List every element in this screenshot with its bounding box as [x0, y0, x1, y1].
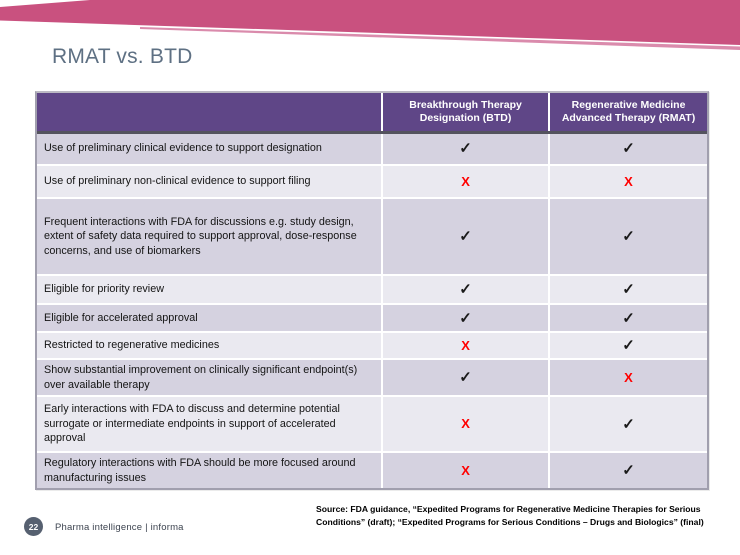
rmat-mark-cell — [549, 452, 707, 488]
btd-mark-cell — [382, 165, 549, 198]
btd-mark-cell — [382, 132, 549, 165]
table-row — [37, 452, 707, 488]
rmat-mark-cell — [549, 332, 707, 359]
source-line-1: Source: FDA guidance, “Expedited Programs for Regenerative Medicine Therapies for Serious — [316, 504, 701, 514]
rmat-mark-cell — [549, 275, 707, 304]
table-row — [37, 132, 707, 165]
btd-mark-cell — [382, 332, 549, 359]
rmat-mark-cell — [549, 359, 707, 396]
page-title: RMAT vs. BTD — [52, 45, 193, 68]
check-icon: ✓ — [459, 369, 472, 387]
table-row — [37, 165, 707, 198]
check-icon: ✓ — [459, 281, 472, 298]
btd-mark-cell — [382, 198, 549, 275]
check-icon: ✓ — [622, 281, 635, 298]
check-icon: ✓ — [622, 462, 635, 480]
banner-main-shape — [0, 0, 740, 45]
cross-icon: X — [461, 462, 470, 478]
table-row — [37, 198, 707, 275]
check-icon: ✓ — [459, 309, 472, 327]
row-label: Eligible for accelerated approval — [37, 304, 382, 332]
row-label: Early interactions with FDA to discuss and determine potential surrogate or intermediate endpoints in support of accelerated approval — [37, 396, 382, 452]
rmat-mark-cell — [549, 165, 707, 198]
row-label: Frequent interactions with FDA for discussions e.g. study design, extent of safety data required to support approval, dose-response concerns, and use of biomarkers — [37, 198, 382, 275]
row-label: Use of preliminary non-clinical evidence to support filing — [37, 165, 382, 198]
table-row — [37, 396, 707, 452]
cross-icon: X — [624, 173, 633, 189]
row-label: Use of preliminary clinical evidence to support designation — [37, 132, 382, 165]
table-row — [37, 359, 707, 396]
btd-mark-cell — [382, 304, 549, 332]
cross-icon: X — [461, 337, 470, 353]
rmat-mark-cell — [549, 304, 707, 332]
comparison-table — [35, 91, 709, 490]
btd-mark-cell — [382, 452, 549, 488]
table-row — [37, 275, 707, 304]
cross-icon: X — [624, 369, 633, 385]
table-row — [37, 332, 707, 359]
table-row — [37, 304, 707, 332]
btd-mark-cell — [382, 275, 549, 304]
row-label: Eligible for priority review — [37, 275, 382, 304]
source-citation — [316, 503, 704, 529]
row-label: Regulatory interactions with FDA should be more focused around manufacturing issues — [37, 452, 382, 488]
rmat-mark-cell — [549, 132, 707, 165]
source-line-2: Conditions” (draft); “Expedited Programs for Serious Conditions – Drugs and Biologics” (final) — [316, 517, 704, 527]
btd-mark-cell — [382, 396, 549, 452]
row-label: Show substantial improvement on clinically significant endpoint(s) over available therapy — [37, 359, 382, 396]
check-icon: ✓ — [459, 228, 472, 245]
table-header-row — [37, 93, 707, 132]
check-icon: ✓ — [622, 228, 635, 245]
row-label: Restricted to regenerative medicines — [37, 332, 382, 359]
cross-icon: X — [461, 416, 470, 432]
table-body — [37, 132, 707, 488]
brand-footer: Pharma intelligence | informa — [55, 522, 184, 533]
btd-mark-cell — [382, 359, 549, 396]
check-icon: ✓ — [622, 415, 635, 433]
page-number-badge: 22 — [24, 517, 43, 536]
column-header-btd: Breakthrough Therapy Designation (BTD) — [382, 93, 549, 132]
check-icon: ✓ — [459, 140, 472, 158]
check-icon: ✓ — [622, 140, 635, 158]
rmat-mark-cell — [549, 198, 707, 275]
column-header-feature — [37, 93, 382, 132]
check-icon: ✓ — [622, 337, 635, 354]
check-icon: ✓ — [622, 309, 635, 327]
column-header-rmat: Regenerative Medicine Advanced Therapy (RMAT) — [549, 93, 707, 132]
cross-icon: X — [461, 173, 470, 189]
rmat-mark-cell — [549, 396, 707, 452]
